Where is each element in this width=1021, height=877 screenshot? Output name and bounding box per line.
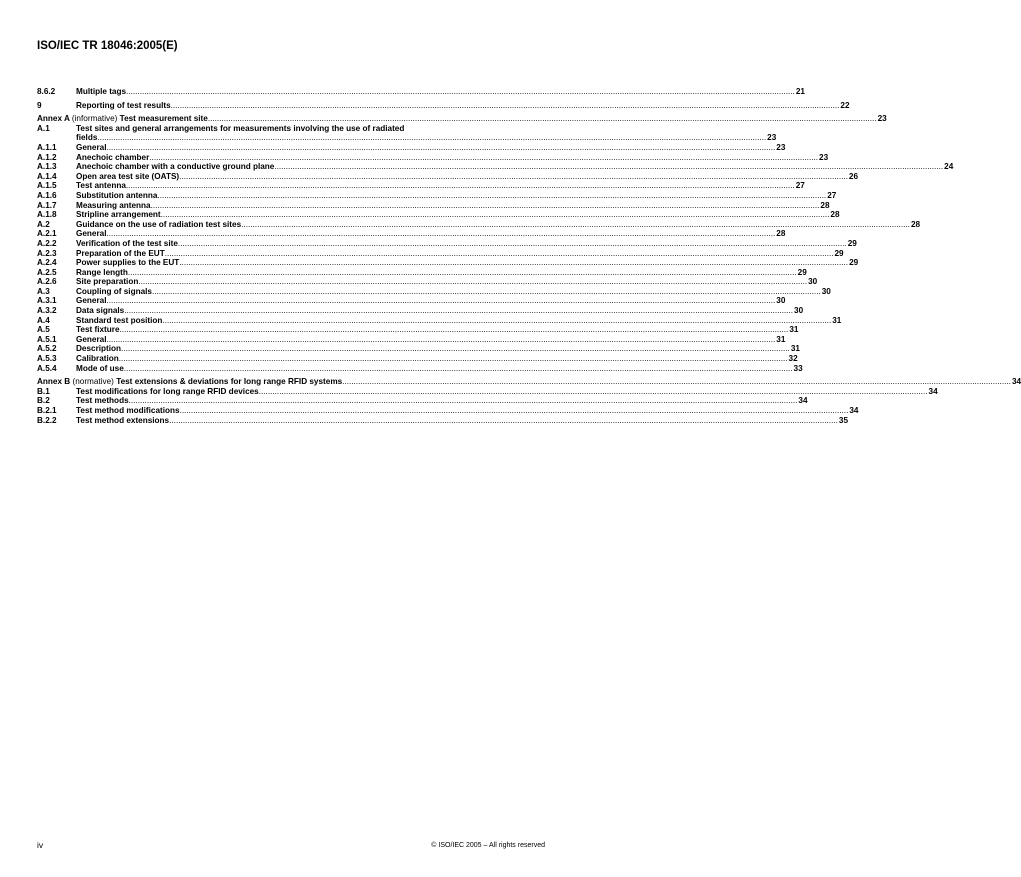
toc-entry[interactable]: [37, 100, 850, 111]
toc-entry[interactable]: [37, 277, 818, 287]
toc-entry-number: A.5: [37, 325, 50, 335]
toc-entry-title: Multiple tags: [76, 87, 127, 96]
toc-entry-title: Substitution antenna: [76, 190, 158, 200]
dot-leader: [124, 364, 793, 374]
toc-entry-title: Description: [76, 344, 122, 354]
toc-entry-page: 30: [776, 296, 786, 306]
dot-leader: [171, 101, 840, 111]
toc-entry-page: 31: [789, 325, 799, 335]
toc-entry-title: General: [76, 296, 107, 306]
toc-entry-number: A.1.3: [37, 162, 57, 172]
toc-entry[interactable]: [37, 248, 844, 259]
toc-entry-title: Power supplies to the EUT: [76, 258, 180, 268]
toc-entry-number: A.2.5: [37, 267, 57, 277]
toc-entry-number: A.1.5: [37, 181, 57, 191]
toc-entry[interactable]: [37, 296, 786, 306]
toc-entry-number: 9: [37, 100, 42, 110]
toc-entry[interactable]: [37, 344, 800, 354]
toc-entry[interactable]: [37, 415, 849, 426]
toc-annex-qualifier: (normative): [72, 377, 114, 387]
toc-entry[interactable]: [37, 210, 840, 220]
toc-entry-number: A.3: [37, 286, 50, 296]
dot-leader: [179, 172, 848, 182]
toc-entry-page: 30: [794, 306, 804, 316]
toc-entry-page: 31: [776, 334, 786, 344]
toc-entry[interactable]: [37, 363, 803, 374]
toc-entry-page: 29: [797, 267, 807, 277]
dot-leader: [126, 87, 795, 97]
dot-leader: [128, 268, 797, 278]
dot-leader: [161, 210, 830, 220]
toc-entry-page: 33: [793, 363, 803, 373]
dot-leader: [119, 354, 788, 364]
toc-entry-title: Calibration: [76, 354, 119, 364]
toc-entry[interactable]: [37, 162, 954, 172]
toc-entry-page: 21: [795, 87, 805, 96]
dot-leader: [259, 387, 928, 397]
page-number-footer: iv: [37, 840, 44, 850]
toc-entry-title: General: [76, 334, 107, 344]
toc-entry[interactable]: [37, 229, 786, 239]
toc-annex-label: Annex A: [37, 114, 70, 124]
toc-entry[interactable]: [37, 267, 807, 278]
toc-entry-page: 27: [827, 190, 837, 200]
toc-entry-page: 26: [848, 171, 859, 181]
toc-entry-page: 22: [840, 100, 850, 110]
toc-entry-title: General: [76, 142, 107, 152]
toc-entry-title: Test fixture: [76, 325, 120, 335]
toc-entry-page: 23: [776, 142, 786, 152]
dot-leader: [129, 396, 798, 406]
toc-entry-title: General: [76, 229, 107, 239]
toc-entry[interactable]: [37, 190, 837, 201]
toc-entry[interactable]: [37, 171, 859, 182]
toc-entry-title: Test extensions & deviations for long range RFID systems: [116, 377, 343, 387]
toc-entry-title: Data signals: [76, 306, 125, 316]
toc-entry-title: Test sites and general arrangements for measurements involving the use of radiated: [76, 123, 405, 133]
dot-leader: [208, 114, 877, 124]
toc-entry[interactable]: [37, 124, 545, 134]
toc-entry-title: Test modifications for long range RFID devices: [76, 386, 259, 396]
dot-leader: [157, 191, 826, 201]
toc-entry-number: A.5.2: [37, 344, 57, 354]
toc-entry-title: Mode of use: [76, 363, 124, 373]
toc-entry[interactable]: [37, 87, 805, 97]
toc-entry-page: 28: [830, 210, 840, 220]
toc-entry-title: Site preparation: [76, 277, 139, 287]
toc-entry[interactable]: [37, 238, 857, 249]
toc-entry-page: 29: [849, 258, 859, 268]
toc-entry-number: A.5.4: [37, 363, 57, 373]
document-header-title: ISO/IEC TR 18046:2005(E): [37, 40, 178, 52]
toc-entry[interactable]: [37, 152, 829, 163]
dot-leader: [124, 306, 793, 316]
toc-entry-number: A.2.6: [37, 277, 57, 287]
toc-entry-page: 23: [767, 133, 777, 143]
toc-entry-page: 27: [795, 181, 805, 191]
toc-entry-number: B.2.2: [37, 415, 57, 425]
table-of-contents: [37, 87, 1021, 425]
toc-entry-page: 30: [808, 277, 818, 287]
toc-entry-page: 34: [849, 406, 859, 415]
toc-entry-title: Test methods: [76, 396, 129, 406]
toc-entry-number: A.2.4: [37, 258, 57, 268]
toc-entry[interactable]: [37, 396, 808, 406]
toc-entry-title: Stripline arrangement: [76, 210, 161, 220]
toc-entry-number: B.2.1: [37, 406, 57, 415]
toc-annex-entry[interactable]: [37, 114, 887, 124]
toc-entry-page: 28: [910, 219, 921, 229]
toc-entry-title: Reporting of test results: [76, 100, 171, 110]
toc-annex-label: Annex B: [37, 377, 71, 387]
toc-entry-page: 23: [819, 152, 829, 162]
toc-entry-page: 30: [821, 286, 831, 296]
dot-leader: [169, 416, 838, 426]
toc-entry-number: A.2: [37, 219, 50, 229]
toc-entry-page: 23: [877, 114, 887, 124]
toc-entry[interactable]: [37, 325, 799, 335]
toc-entry[interactable]: [37, 181, 805, 191]
toc-entry[interactable]: [37, 286, 831, 297]
toc-entry-title: Open area test site (OATS): [76, 171, 180, 181]
toc-entry-number: A.1.7: [37, 200, 57, 210]
copyright-footer: © ISO/IEC 2005 – All rights reserved: [431, 842, 545, 849]
dot-leader: [107, 143, 776, 153]
toc-entry-number: A.3.2: [37, 306, 57, 316]
toc-entry[interactable]: [37, 406, 859, 416]
toc-entry-page: 34: [928, 386, 938, 396]
toc-entry-title: Test method modifications: [76, 406, 180, 415]
toc-entry-page: 34: [798, 396, 808, 406]
toc-entry-number: A.3.1: [37, 296, 57, 306]
dot-leader: [107, 335, 776, 345]
dot-leader: [97, 133, 766, 143]
toc-entry-title: Verification of the test site: [76, 238, 178, 248]
dot-leader: [120, 325, 789, 335]
toc-entry-number: 8.6.2: [37, 87, 56, 96]
toc-entry[interactable]: [37, 334, 786, 345]
toc-entry-page: 24: [944, 162, 954, 172]
toc-entry-number: A.1: [37, 123, 50, 133]
toc-entry-page: 29: [834, 248, 844, 258]
toc-entry-page: 29: [847, 238, 857, 248]
dot-leader: [180, 406, 849, 416]
toc-entry[interactable]: [37, 219, 921, 230]
toc-entry-number: A.5.1: [37, 334, 57, 344]
toc-entry-number: A.1.6: [37, 190, 57, 200]
toc-entry-page: 31: [832, 315, 842, 325]
dot-leader: [107, 229, 776, 239]
toc-entry-title: Coupling of signals: [76, 286, 152, 296]
toc-entry-page: 35: [838, 415, 849, 425]
toc-entry-page: 28: [820, 200, 830, 210]
toc-entry-number: B.2: [37, 396, 50, 406]
toc-entry-number: A.5.3: [37, 354, 57, 364]
toc-entry-number: A.1.2: [37, 152, 57, 162]
toc-entry[interactable]: [37, 142, 786, 153]
dot-leader: [179, 258, 848, 268]
toc-entry-title: Range length: [76, 267, 128, 277]
toc-entry-title: Standard test position: [76, 315, 163, 325]
toc-entry[interactable]: [37, 258, 859, 268]
dot-leader: [151, 201, 820, 211]
toc-entry[interactable]: [37, 315, 842, 326]
toc-entry-number: A.2.3: [37, 248, 57, 258]
toc-entry-number: A.2.1: [37, 229, 57, 239]
toc-entry[interactable]: [37, 386, 938, 397]
toc-entry-title: Measuring antenna: [76, 200, 151, 210]
dot-leader: [178, 239, 847, 249]
dot-leader: [274, 162, 943, 172]
toc-annex-entry[interactable]: [37, 377, 1021, 387]
toc-entry-page: 28: [776, 229, 786, 239]
toc-entry-number: A.4: [37, 315, 50, 325]
dot-leader: [107, 296, 776, 306]
toc-entry-number: A.1.4: [37, 171, 57, 181]
toc-entry-number: A.1.8: [37, 210, 57, 220]
toc-entry-title: Test method extensions: [76, 415, 170, 425]
toc-entry-number: B.1: [37, 386, 50, 396]
dot-leader: [138, 277, 807, 287]
toc-entry[interactable]: [37, 306, 804, 316]
dot-leader: [342, 377, 1011, 387]
dot-leader: [241, 220, 910, 230]
toc-entry-title: Anechoic chamber: [76, 152, 150, 162]
toc-entry-continuation[interactable]: [37, 133, 777, 143]
dot-leader: [149, 153, 818, 163]
toc-entry-title: Preparation of the EUT: [76, 248, 165, 258]
toc-entry-page: 31: [790, 344, 800, 354]
toc-entry-title: Anechoic chamber with a conductive ground plane: [76, 162, 275, 172]
toc-entry-page: 32: [788, 354, 798, 364]
toc-entry-number: A.2.2: [37, 238, 57, 248]
toc-entry-title: Guidance on the use of radiation test sites: [76, 219, 242, 229]
dot-leader: [162, 316, 831, 326]
dot-leader: [165, 249, 834, 259]
toc-entry[interactable]: [37, 354, 798, 364]
toc-entry-title: Test measurement site: [119, 114, 208, 124]
dot-leader: [126, 181, 795, 191]
toc-entry-title: Test antenna: [76, 181, 126, 191]
dot-leader: [152, 287, 821, 297]
toc-entry-title-continuation: fields: [76, 133, 98, 143]
toc-entry-page: 34: [1011, 377, 1021, 387]
dot-leader: [121, 344, 790, 354]
toc-annex-qualifier: (informative): [71, 114, 118, 124]
toc-entry-number: A.1.1: [37, 142, 57, 152]
toc-entry[interactable]: [37, 200, 830, 211]
